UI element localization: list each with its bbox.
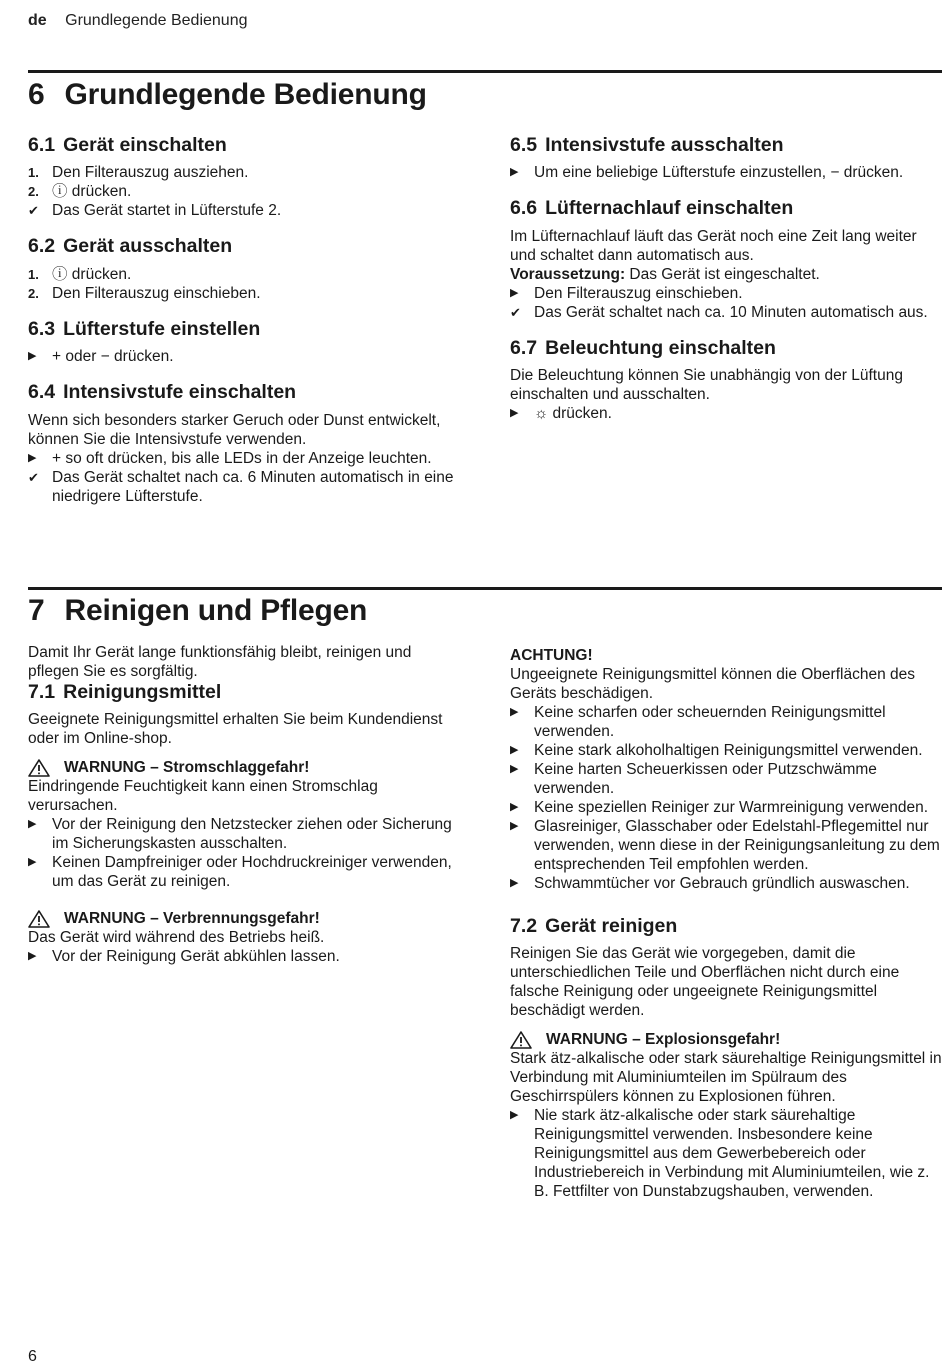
action-bullet-icon: ▶: [510, 744, 519, 756]
paragraph: Die Beleuchtung können Sie unabhängig von der Lüftung einschalten und ausschalten.: [510, 367, 903, 404]
requirement: Voraussetzung: Das Gerät ist eingeschaltet.: [510, 265, 820, 283]
page-number: 6: [28, 1348, 37, 1365]
list-item-text: Das Gerät schaltet nach ca. 10 Minuten automatisch aus.: [534, 303, 928, 321]
step-number: 2.: [28, 184, 39, 200]
warning-text: Eindringende Feuchtigkeit kann einen Stromschlag verursachen.: [28, 778, 378, 815]
section-title: 6.6 Lüfternachlauf einschalten: [510, 197, 794, 220]
list-item-text: Keine stark alkoholhaltigen Reinigungsmittel verwenden.: [534, 742, 923, 759]
list-item-text: Das Gerät startet in Lüfterstufe 2.: [52, 202, 282, 220]
item-list: [510, 163, 942, 182]
list-item: [28, 201, 460, 220]
action-bullet-icon: ▶: [510, 877, 519, 889]
section-title: 7.2 Gerät reinigen: [510, 915, 678, 937]
action-bullet-icon: ▶: [28, 818, 37, 831]
list-item-text: Den Filterauszug einschieben.: [52, 284, 261, 302]
action-bullet-icon: ▶: [510, 407, 519, 420]
list-item: [510, 1106, 942, 1201]
section-title: 6.5 Intensivstufe ausschalten: [510, 134, 784, 156]
list-item-text: Nie stark ätz-alkalische oder stark säurehaltige Reinigungsmittel verwenden. Insbesondere keine Reinigungsmittel aus dem Gewerbebereich oder Industriebereich in Verbindung mit Aluminiumteilen, wie z. B. Fettfilter von Dunstabzugshauben, verwenden.: [534, 1107, 930, 1201]
action-bullet-icon: ▶: [510, 801, 519, 813]
paragraph: Reinigen Sie das Gerät wie vorgegeben, damit die unterschiedlichen Teile und Oberflächen nicht durch eine falsche Reinigung oder ungeeignete Reinigungsmittel beschädigt werden.: [510, 945, 900, 1020]
list-item: [510, 703, 942, 741]
warning-triangle-icon: [510, 1031, 532, 1049]
section-6-4: [28, 381, 460, 505]
list-item: [28, 947, 460, 966]
list-item-text: Um eine beliebige Lüfterstufe einzustellen, − drücken.: [534, 164, 904, 182]
list-item-text: Keinen Dampfreiniger oder Hochdruckreiniger verwenden, um das Gerät zu reinigen.: [52, 854, 452, 891]
caution-title: ACHTUNG!: [510, 647, 593, 664]
item-list: [510, 404, 942, 423]
list-item-text: Den Filterauszug einschieben.: [534, 284, 743, 302]
result-check-icon: ✔: [510, 304, 521, 320]
action-bullet-icon: ▶: [510, 166, 519, 179]
action-bullet-icon: ▶: [510, 763, 519, 775]
warning-text: Das Gerät wird während des Betriebs heiß.: [28, 929, 325, 947]
page-header: [28, 12, 248, 30]
list-item: [510, 303, 942, 322]
paragraph: Wenn sich besonders starker Geruch oder Dunst entwickelt, können Sie die Intensivstufe verwenden.: [28, 411, 441, 448]
section-6-6: [510, 197, 942, 321]
result-check-icon: ✔: [28, 469, 39, 485]
paragraph: Geeignete Reinigungsmittel erhalten Sie beim Kundendienst oder im Online-shop.: [28, 711, 443, 748]
section-6-5: [510, 134, 942, 182]
item-list: [510, 703, 942, 893]
list-item: [510, 760, 942, 798]
step-number: 2.: [28, 285, 39, 301]
step-number: 1.: [28, 266, 39, 282]
section-7-1: [28, 681, 460, 966]
list-item-text: Glasreiniger, Glasschaber oder Edelstahl-Pflegemittel nur verwenden, wenn diese in der Reinigungsanleitung zu dem entsprechenden Teil empfohlen werden.: [534, 818, 940, 873]
action-bullet-icon: ▶: [28, 950, 37, 963]
item-list: [510, 1106, 942, 1201]
section-title: 6.3 Lüfterstufe einstellen: [28, 317, 261, 340]
item-list: [510, 284, 942, 322]
list-item: [28, 468, 460, 506]
step-number: 1.: [28, 165, 39, 181]
item-list: [28, 947, 460, 966]
warning-title: WARNUNG – Explosionsgefahr!: [510, 1030, 942, 1049]
list-item-text: Das Gerät schaltet nach ca. 6 Minuten automatisch in eine niedrigere Lüfterstufe.: [52, 468, 454, 505]
action-bullet-icon: ▶: [28, 856, 37, 869]
chapter-6-right-column: [510, 134, 942, 438]
list-item-text: ⓘ drücken.: [52, 265, 132, 283]
chapter-7-rule: [28, 587, 942, 590]
list-item-text: Den Filterauszug ausziehen.: [52, 164, 249, 182]
list-item-text: Vor der Reinigung den Netzstecker ziehen oder Sicherung im Sicherungskasten ausschalten.: [52, 816, 452, 853]
action-bullet-icon: ▶: [28, 451, 37, 464]
paragraph: Im Lüfternachlauf läuft das Gerät noch eine Zeit lang weiter und schaltet dann automatisch aus.: [510, 227, 917, 264]
list-item: [510, 404, 942, 423]
list-item-text: Keine speziellen Reiniger zur Warmreinigung verwenden.: [534, 799, 929, 816]
warning-title: WARNUNG – Stromschlaggefahr!: [28, 758, 460, 777]
list-item: [510, 741, 942, 760]
intro-paragraph: Damit Ihr Gerät lange funktionsfähig bleibt, reinigen und pflegen Sie es sorgfältig.: [28, 644, 412, 680]
action-bullet-icon: ▶: [510, 706, 519, 718]
list-item: [28, 182, 460, 201]
list-item: [28, 347, 460, 366]
action-bullet-icon: ▶: [510, 820, 519, 832]
warning-triangle-icon: [28, 759, 50, 777]
caution-block: [510, 646, 942, 893]
list-item-text: Keine harten Scheuerkissen oder Putzschwämme verwenden.: [534, 761, 877, 797]
chapter-6-left-column: [28, 134, 460, 521]
section-6-3: [28, 318, 460, 366]
section-6-2: [28, 235, 460, 302]
action-bullet-icon: ▶: [510, 1109, 519, 1122]
result-check-icon: ✔: [28, 203, 39, 219]
list-item: [510, 284, 942, 303]
chapter-7-right-column: [510, 646, 942, 1216]
section-title: 6.4 Intensivstufe einschalten: [28, 381, 297, 404]
list-item-text: + oder − drücken.: [52, 348, 174, 366]
list-item: [510, 874, 942, 893]
list-item: [510, 163, 942, 182]
list-item: [28, 163, 460, 182]
list-item: [28, 265, 460, 284]
header-title: Grundlegende Bedienung: [65, 12, 248, 29]
list-item-text: Keine scharfen oder scheuernden Reinigungsmittel verwenden.: [534, 704, 886, 740]
item-list: [28, 347, 460, 366]
action-bullet-icon: ▶: [28, 350, 37, 363]
section-title: 6.2 Gerät ausschalten: [28, 235, 233, 258]
section-title: 7.1 Reinigungsmittel: [28, 681, 222, 703]
list-item: [28, 284, 460, 303]
section-6-7: [510, 337, 942, 423]
list-item: [510, 798, 942, 817]
chapter-7-title: 7 Reinigen und Pflegen: [28, 594, 368, 627]
action-bullet-icon: ▶: [510, 286, 519, 299]
warning-text: Stark ätz-alkalische oder stark säurehaltige Reinigungsmittel in Verbindung mit Aluminiumteilen im Spülraum des Geschirrspülers können zu Explosionen führen.: [510, 1050, 942, 1106]
section-6-1: [28, 134, 460, 220]
section-title: 6.7 Beleuchtung einschalten: [510, 336, 776, 359]
caution-text: Ungeeignete Reinigungsmittel können die Oberflächen des Geräts beschädigen.: [510, 666, 915, 702]
item-list: [28, 449, 460, 506]
list-item: [28, 449, 460, 468]
chapter-7-left-column: [28, 643, 460, 981]
list-item: [28, 853, 460, 891]
list-item-text: Schwammtücher vor Gebrauch gründlich auswaschen.: [534, 875, 910, 892]
chapter-6-rule: [28, 70, 942, 73]
list-item: [510, 817, 942, 874]
chapter-6-title: 6 Grundlegende Bedienung: [28, 78, 427, 111]
list-item-text: ⓘ drücken.: [52, 183, 132, 201]
item-list: [28, 163, 460, 220]
list-item: [28, 815, 460, 853]
warning-title: WARNUNG – Verbrennungsgefahr!: [28, 909, 460, 928]
section-7-2: [510, 915, 942, 1201]
section-title: 6.1 Gerät einschalten: [28, 134, 227, 156]
item-list: [28, 265, 460, 303]
warning-triangle-icon: [28, 910, 50, 928]
list-item-text: Vor der Reinigung Gerät abkühlen lassen.: [52, 948, 340, 966]
item-list: [28, 815, 460, 891]
list-item-text: + so oft drücken, bis alle LEDs in der Anzeige leuchten.: [52, 449, 432, 467]
list-item-text: ☼ drücken.: [534, 405, 612, 423]
language-code: de: [28, 12, 47, 29]
